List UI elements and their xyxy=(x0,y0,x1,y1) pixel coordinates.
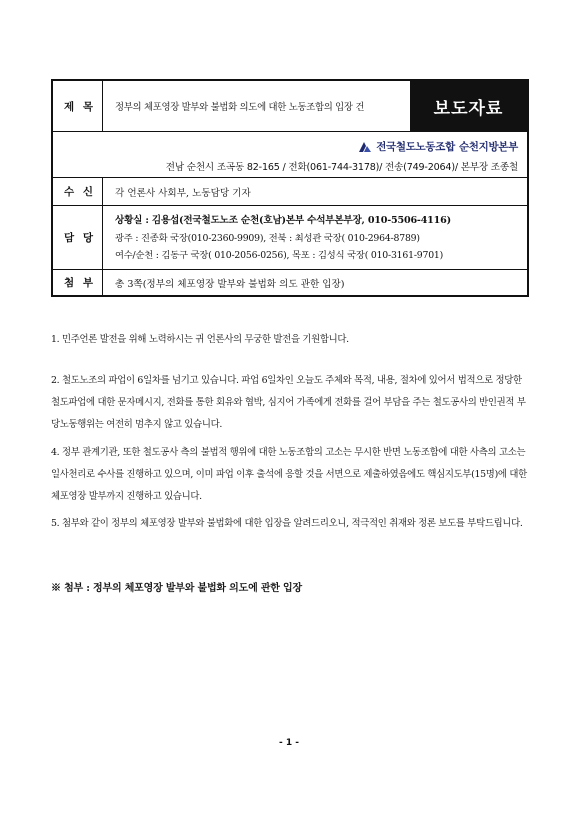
body-paragraph-1: 1. 민주언론 발전을 위해 노력하시는 귀 언론사의 무궁한 발전을 기원합니다. xyxy=(51,334,349,345)
label-char: 제 xyxy=(64,100,75,113)
document-title: 정부의 체포영장 발부와 불법화 의도에 대한 노동조합의 입장 건 xyxy=(115,102,365,113)
body-paragraph-2: 2. 철도노조의 파업이 6일차를 넘기고 있습니다. 파업 6일차인 오늘도 주체와 목적, 내용, 절차에 있어서 법적으로 정당한 철도파업에 대한 문자메시지, 전화를 통한 회유와 협박, 심지어 가족에게 전화를 걸어 부담을 주는 철도공사의 반인권적 부당노동행위는 여전히 멈추지 않고 있습니다. xyxy=(51,375,526,430)
union-logo-icon xyxy=(358,141,372,153)
label-char: 목 xyxy=(82,100,93,113)
contact-line: 여수/순천 : 김동구 국장( 010-2056-0256), 목포 : 김성식 국장( 010-3161-9701) xyxy=(115,250,444,261)
attachment-value: 총 3쪽(정부의 체포영장 발부와 불법화 의도 관한 입장) xyxy=(115,278,345,290)
body-paragraph-4: 4. 정부 관계기관, 또한 철도공사 측의 불법적 행위에 대한 노동조합의 고소는 무시한 반면 노동조합에 대한 사측의 고소는 일사천리로 수사를 진행하고 있으며, 이미 파업 이후 출석에 응할 것을 서면으로 제출하였음에도 핵심지도부(15명)에 대한 체포영장 발부까지 진행하고 있습니다. xyxy=(51,447,527,502)
press-release-header-table xyxy=(51,79,529,297)
label-char: 신 xyxy=(82,186,93,198)
attachment-note: ※ 첨부 : 정부의 체포영장 발부와 불법화 의도에 관한 입장 xyxy=(51,583,302,594)
attachment-label xyxy=(53,270,103,295)
label-char: 당 xyxy=(82,232,93,244)
organization-name-main: 전국철도노동조합 xyxy=(376,141,455,153)
contact-label xyxy=(53,206,103,269)
recipient-value: 각 언론사 사회부, 노동담당 기자 xyxy=(115,187,251,199)
contact-line-main: 상황실 : 김용섭(전국철도노조 순천(호남)본부 수석부본부장, 010-5506-4116) xyxy=(115,215,451,226)
recipient-label xyxy=(53,178,103,205)
contact-row xyxy=(53,206,527,270)
press-release-badge: 보도자료 xyxy=(410,81,527,131)
organization-name-region: 순천지방본부 xyxy=(458,141,518,153)
organization-address: 전남 순천시 조곡동 82-165 / 전화(061-744-3178)/ 전송(749-2064)/ 본부장 조종철 xyxy=(165,162,518,173)
page-number: - 1 - xyxy=(279,738,299,748)
organization-row xyxy=(53,132,527,178)
label-char: 첨 xyxy=(64,277,75,289)
organization-name xyxy=(358,139,518,154)
body-paragraph-5: 5. 첨부와 같이 정부의 체포영장 발부와 불법화에 대한 입장을 알려드리오니, 적극적인 취재와 정론 보도를 부탁드립니다. xyxy=(51,518,523,529)
contact-details xyxy=(103,206,527,269)
title-label xyxy=(53,81,103,131)
contact-line: 광주 : 진종화 국장(010-2360-9909), 전북 : 최성관 국장( 010-2964-8789) xyxy=(115,232,420,244)
label-char: 부 xyxy=(82,277,93,289)
title-row xyxy=(53,81,527,132)
label-char: 수 xyxy=(64,186,75,198)
recipient-row xyxy=(53,178,527,206)
label-char: 담 xyxy=(64,232,75,244)
attachment-row xyxy=(53,270,527,295)
